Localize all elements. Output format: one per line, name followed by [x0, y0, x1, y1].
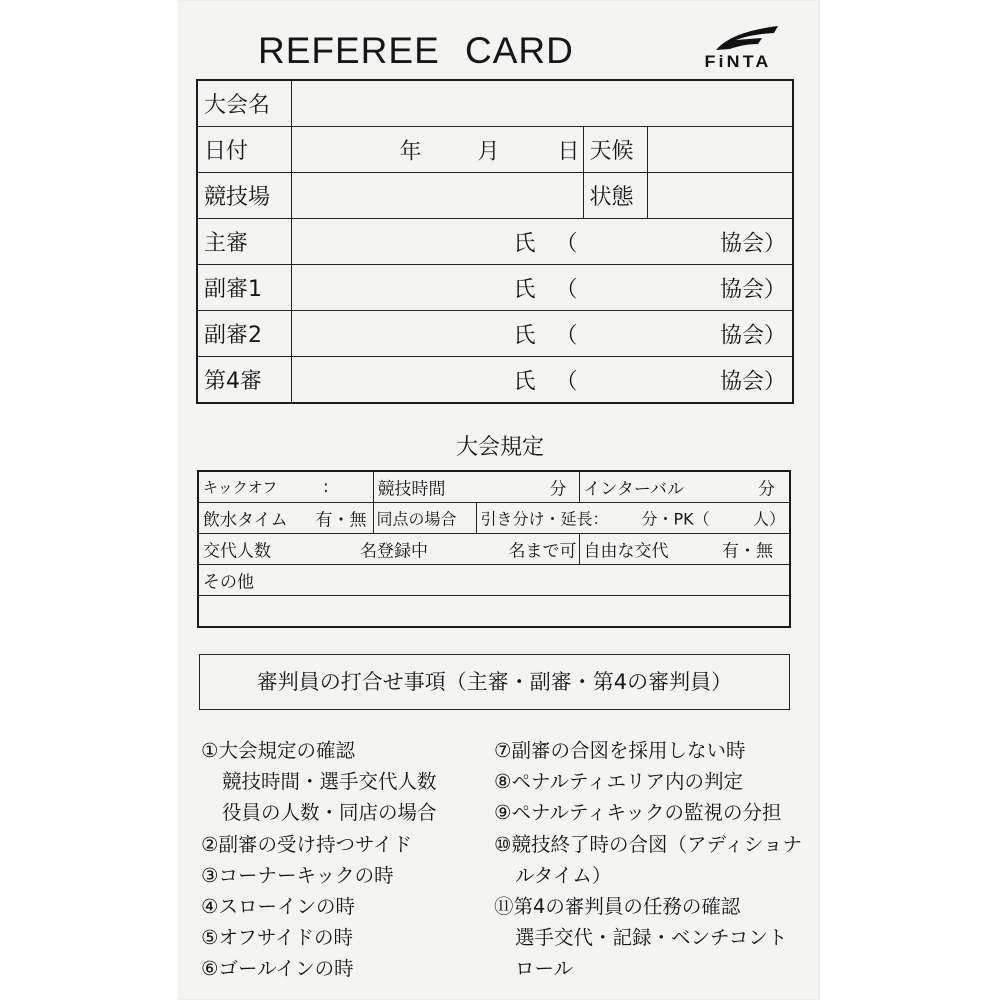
rules-row-2 — [198, 503, 790, 534]
condition-label: 状態 — [583, 173, 647, 219]
draw-person: 人） — [752, 509, 785, 529]
briefing-item: ⑩競技終了時の合図（アディショナ — [494, 832, 803, 856]
venue-row — [197, 173, 793, 219]
draw-field[interactable] — [476, 503, 790, 534]
tournament-field[interactable] — [291, 80, 793, 127]
official-row — [197, 265, 793, 311]
briefing-item: ⑨ペナルティキックの監視の分担 — [494, 801, 782, 825]
briefing-list-left — [201, 735, 437, 985]
subs-max: 名まで可 — [508, 541, 577, 562]
rules-row-4 — [198, 565, 790, 596]
rules-row-5 — [198, 596, 790, 628]
briefing-item: 役員の人数・同店の場合 — [222, 801, 437, 825]
match-time-label: 競技時間 — [377, 479, 446, 500]
date-day: 日 — [557, 139, 580, 164]
condition-field[interactable] — [647, 173, 793, 219]
draw-label: 引き分け・延長： — [480, 509, 609, 529]
briefing-item: ⑤オフサイドの時 — [201, 926, 354, 950]
assoc-label: 協会） — [719, 277, 786, 302]
briefing-item: ルタイム） — [515, 863, 612, 887]
assoc-label: 協会） — [719, 231, 786, 256]
briefing-item: ④スローインの時 — [201, 895, 355, 919]
rules-row-3 — [198, 534, 790, 565]
official-role: 第4審 — [197, 357, 291, 404]
card-title: REFEREE CARD — [258, 30, 574, 71]
briefing-item: ⑪第4の審判員の任務の確認 — [494, 895, 741, 919]
assoc-open: （ — [555, 231, 578, 256]
interval-unit: 分 — [758, 479, 775, 500]
water-options[interactable]: 有・無 — [315, 510, 367, 531]
name-suffix: 氏 — [513, 231, 536, 256]
official-row — [197, 219, 793, 265]
weather-field[interactable] — [647, 127, 793, 173]
venue-field[interactable] — [291, 173, 583, 219]
free-sub-label: 自由な交代 — [583, 541, 669, 562]
other-label: その他 — [203, 572, 254, 593]
interval-label: インターバル — [583, 479, 684, 500]
assoc-label: 協会） — [719, 323, 786, 348]
match-time-field[interactable] — [373, 471, 579, 503]
official-field[interactable] — [291, 311, 793, 357]
briefing-item: 競技時間・選手交代人数 — [222, 770, 437, 794]
assoc-label: 協会） — [719, 369, 786, 394]
briefing-item: ⑦副審の合図を採用しない時 — [494, 739, 746, 762]
name-suffix: 氏 — [513, 277, 536, 302]
briefing-list-right — [494, 735, 802, 985]
other-field-extra[interactable] — [198, 596, 790, 628]
subs-label: 交代人数 — [203, 541, 271, 562]
briefing-heading: 審判員の打合せ事項（主審・副審・第4の審判員） — [199, 654, 790, 710]
date-month: 月 — [477, 139, 500, 164]
official-role: 副審2 — [197, 311, 291, 357]
tournament-row — [197, 80, 793, 127]
briefing-item: ⑧ペナルティエリア内の判定 — [494, 770, 743, 794]
briefing-item: 選手交代・記録・ベンチコント — [515, 926, 788, 950]
water-field[interactable] — [198, 503, 373, 534]
tie-field — [373, 503, 476, 534]
briefing-item: ロール — [515, 957, 574, 981]
kickoff-colon: : — [323, 477, 329, 497]
subs-field[interactable] — [198, 534, 579, 565]
name-suffix: 氏 — [513, 369, 536, 394]
official-role: 主審 — [197, 219, 291, 265]
weather-label: 天候 — [583, 127, 647, 173]
assoc-open: （ — [555, 369, 578, 394]
official-field[interactable] — [291, 219, 793, 265]
kickoff-field[interactable] — [198, 471, 373, 503]
venue-label: 競技場 — [197, 173, 291, 219]
match-info-table — [196, 79, 794, 404]
subs-registered: 名登録中 — [360, 541, 428, 562]
match-time-unit: 分 — [549, 479, 567, 500]
rules-table — [197, 470, 791, 628]
official-role: 副審1 — [197, 265, 291, 311]
assoc-open: （ — [555, 277, 578, 302]
logo-text: FiNTA — [704, 52, 772, 71]
free-sub-options[interactable]: 有・無 — [722, 541, 773, 562]
tournament-label: 大会名 — [197, 80, 291, 127]
kickoff-label: キックオフ — [203, 478, 278, 497]
official-row — [197, 357, 793, 404]
draw-unit: 分・PK（ — [641, 509, 710, 529]
rules-row-1 — [198, 471, 790, 503]
other-field[interactable] — [198, 565, 790, 596]
name-suffix: 氏 — [513, 323, 536, 348]
free-sub-field[interactable] — [579, 534, 790, 565]
briefing-item: ⑥ゴールインの時 — [201, 957, 354, 981]
briefing-item: ②副審の受け持つサイド — [201, 832, 413, 856]
briefing-item: ①大会規定の確認 — [201, 739, 355, 762]
date-label: 日付 — [197, 127, 291, 173]
assoc-open: （ — [555, 323, 578, 348]
water-label: 飲水タイム — [203, 510, 288, 531]
tie-label: 同点の場合 — [376, 509, 457, 529]
official-field[interactable] — [291, 265, 793, 311]
date-year: 年 — [399, 139, 422, 164]
finta-logo — [686, 24, 790, 76]
interval-field[interactable] — [579, 471, 790, 503]
finta-logo-mark-icon — [686, 24, 790, 54]
rules-heading: 大会規定 — [455, 435, 544, 460]
official-field[interactable] — [291, 357, 793, 404]
official-row — [197, 311, 793, 357]
date-field[interactable] — [291, 127, 583, 173]
date-row — [197, 127, 793, 173]
briefing-item: ③コーナーキックの時 — [201, 863, 394, 887]
